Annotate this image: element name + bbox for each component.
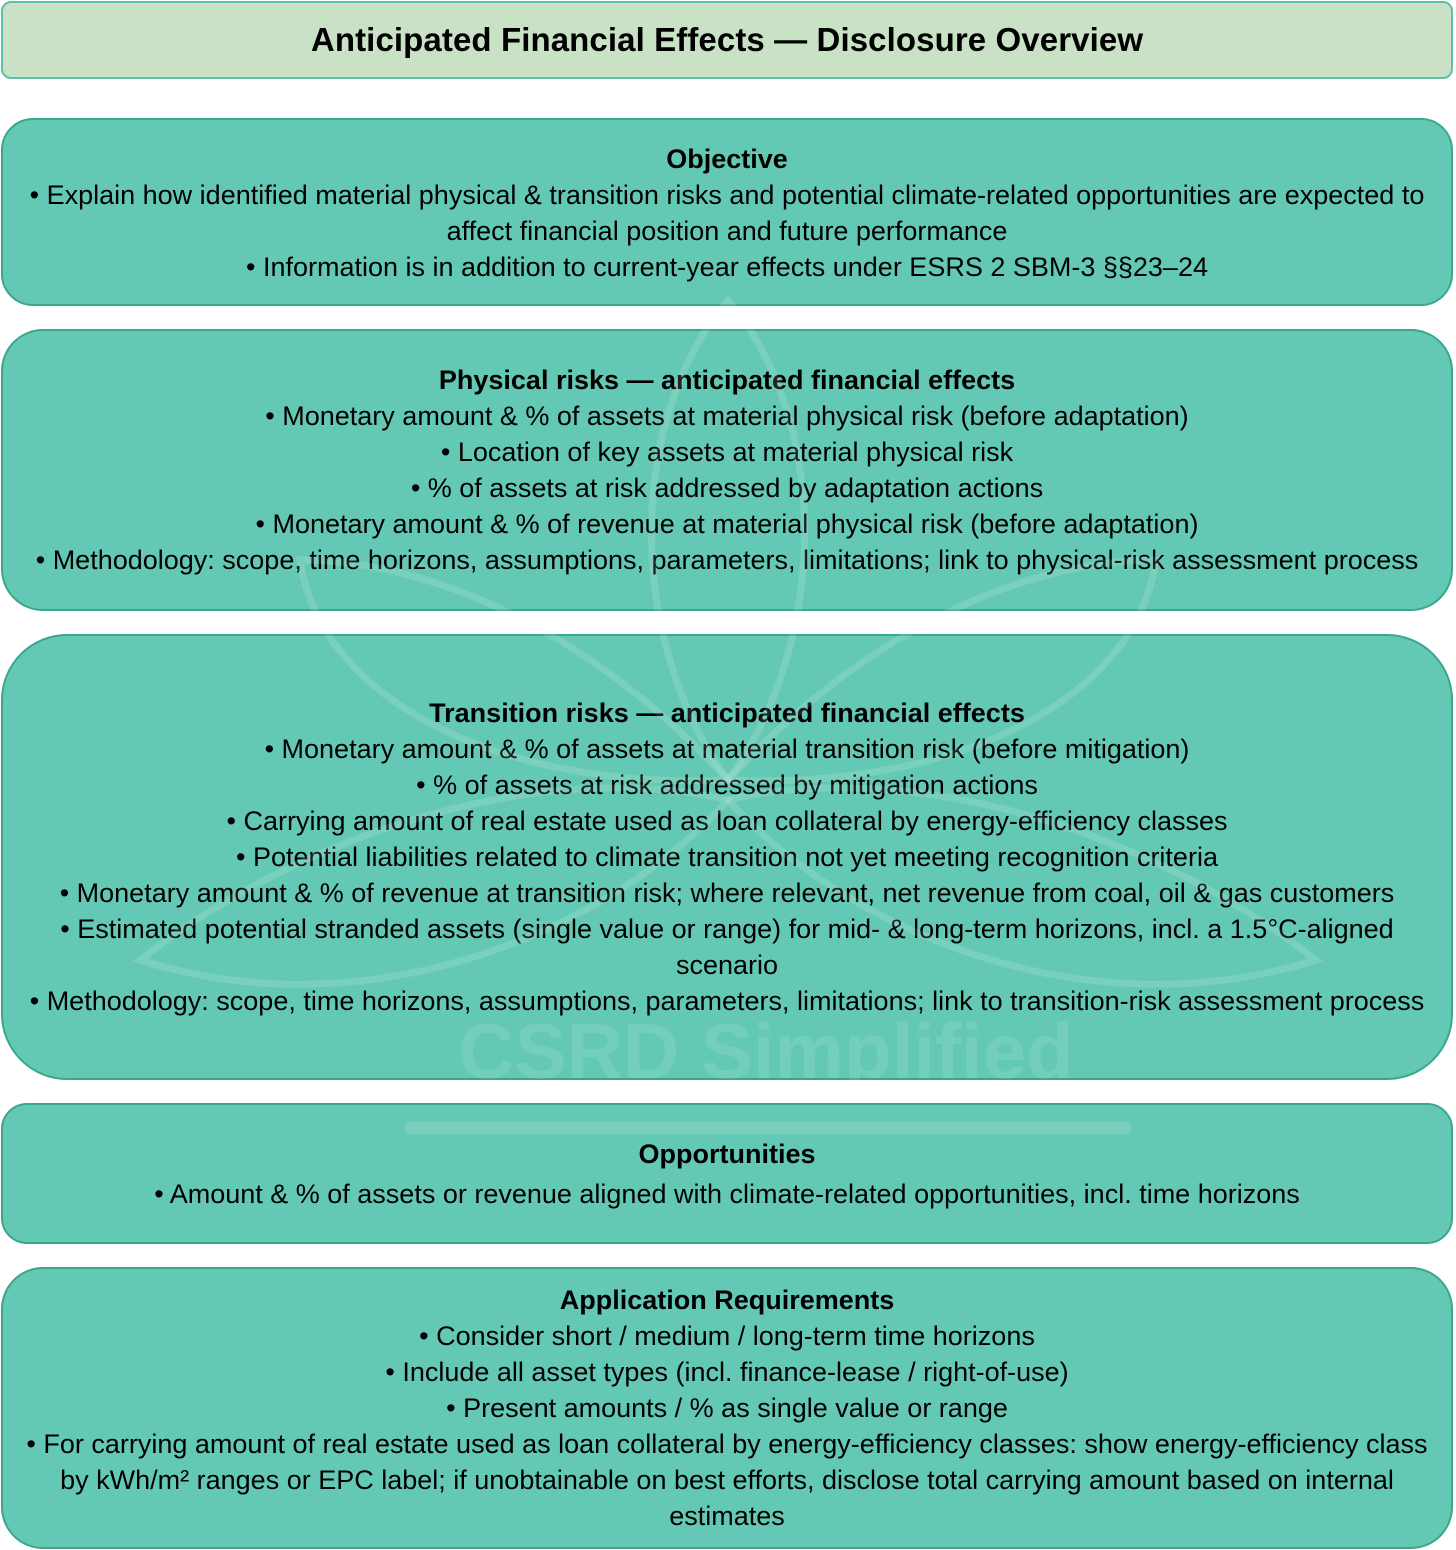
opportunities-heading: Opportunities [638, 1138, 816, 1169]
objective-list [21, 177, 1433, 285]
objective-item: • Information is in addition to current-year effects under ESRS 2 SBM-3 §§23–24 [246, 252, 1208, 282]
physical-risks-list [36, 398, 1419, 578]
diagram-title-box [1, 1, 1453, 79]
transition-risks-item: • Carrying amount of real estate used as loan collateral by energy-efficiency classes [226, 806, 1228, 836]
transition-risks-item: • % of assets at risk addressed by mitigation actions [416, 770, 1038, 800]
transition-risks-item: • Methodology: scope, time horizons, assumptions, parameters, limitations; link to transition-risk assessment process [29, 986, 1425, 1016]
physical-risks-item: • Monetary amount & % of revenue at material physical risk (before adaptation) [255, 509, 1199, 539]
application-requirements-item: • Present amounts / % as single value or range [446, 1393, 1008, 1423]
transition-risks-item: • Monetary amount & % of assets at material transition risk (before mitigation) [264, 734, 1190, 764]
physical-risks-box [1, 329, 1453, 611]
application-requirements-item: • For carrying amount of real estate used as loan collateral by energy-efficiency classes: show energy-efficiency class by kWh/m² ranges or EPC label; if unobtainable on best efforts, disclose total carrying amount based on internal estimates [26, 1429, 1428, 1531]
transition-risks-heading: Transition risks — anticipated financial effects [429, 698, 1025, 728]
physical-risks-item: • % of assets at risk addressed by adaptation actions [410, 473, 1044, 503]
diagram-title: Anticipated Financial Effects — Disclosure Overview [310, 21, 1144, 58]
opportunities-list [154, 1176, 1300, 1212]
application-requirements-list [21, 1318, 1433, 1534]
application-requirements-heading: Application Requirements [559, 1285, 895, 1315]
physical-risks-item: • Monetary amount & % of assets at material physical risk (before adaptation) [265, 401, 1189, 431]
transition-risks-box [1, 634, 1453, 1080]
transition-risks-list [21, 731, 1433, 1019]
objective-box [1, 118, 1453, 306]
transition-risks-item: • Estimated potential stranded assets (single value or range) for mid- & long-term horizons, incl. a 1.5°C-aligned scenario [60, 914, 1394, 980]
opportunities-item: • Amount & % of assets or revenue aligned with climate-related opportunities, incl. time horizons [154, 1178, 1300, 1209]
opportunities-box [1, 1103, 1453, 1244]
application-requirements-box [1, 1267, 1453, 1549]
transition-risks-item: • Monetary amount & % of revenue at transition risk; where relevant, net revenue from coal, oil & gas customers [59, 878, 1395, 908]
application-requirements-item: • Consider short / medium / long-term time horizons [419, 1321, 1035, 1351]
application-requirements-item: • Include all asset types (incl. finance-lease / right-of-use) [385, 1357, 1069, 1387]
physical-risks-item: • Methodology: scope, time horizons, assumptions, parameters, limitations; link to physical-risk assessment process [35, 545, 1419, 575]
objective-item: • Explain how identified material physical & transition risks and potential climate-related opportunities are expected to affect financial position and future performance [29, 180, 1425, 246]
physical-risks-item: • Location of key assets at material physical risk [440, 437, 1014, 467]
physical-risks-heading: Physical risks — anticipated financial effects [438, 365, 1016, 395]
objective-heading: Objective [666, 144, 788, 174]
transition-risks-item: • Potential liabilities related to climate transition not yet meeting recognition criteria [236, 842, 1218, 872]
